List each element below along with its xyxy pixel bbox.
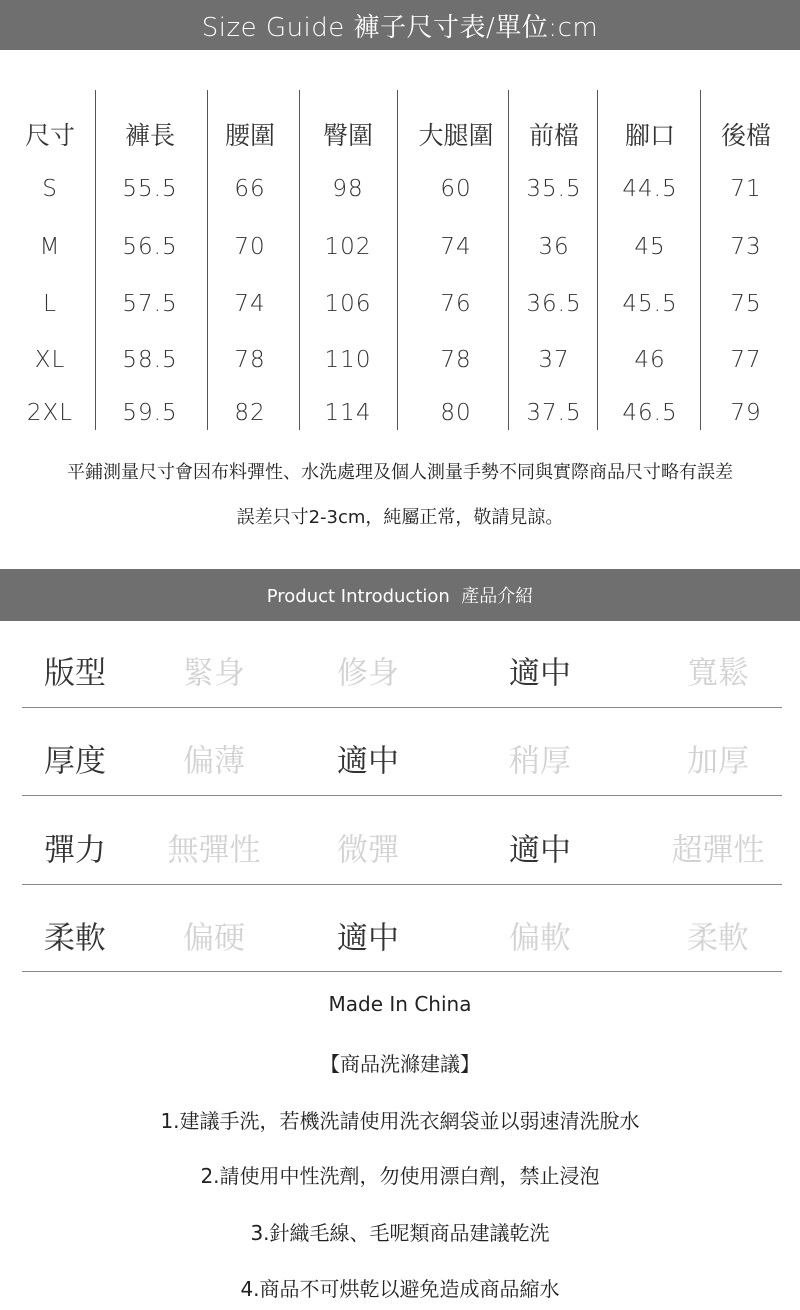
table-column-divider: [299, 90, 300, 430]
table-header-cell: 後檔: [720, 121, 772, 150]
table-cell: 37: [538, 347, 570, 373]
product-intro-title: Product Introduction 產品介紹: [266, 586, 534, 607]
care-item-4: 4.商品不可烘乾以避免造成商品縮水: [240, 1277, 560, 1301]
attribute-option-selected: 適中: [509, 832, 571, 869]
table-cell: 36: [538, 234, 570, 260]
table-cell: 59.5: [122, 400, 178, 426]
table-header-cell: 臀圍: [322, 121, 374, 150]
table-cell: 57.5: [122, 291, 178, 317]
table-cell: 66: [234, 176, 266, 202]
size-note-line1: 平鋪測量尺寸會因布料彈性、水洗處理及個人測量手勢不同與實際商品尺寸略有誤差: [67, 462, 733, 483]
attribute-row: [0, 891, 800, 979]
table-column-divider: [95, 90, 96, 430]
attribute-divider: [22, 707, 782, 708]
attribute-option: 緊身: [183, 655, 245, 692]
attribute-option-selected: 適中: [337, 743, 399, 780]
attribute-row: [0, 803, 800, 891]
table-cell: 45.5: [622, 291, 678, 317]
table-cell: 79: [730, 400, 762, 426]
table-header-cell: 尺寸: [24, 121, 76, 150]
attribute-option: 修身: [337, 655, 399, 692]
table-cell: 55.5: [122, 176, 178, 202]
table-header-cell: 大腿圍: [418, 121, 494, 150]
table-header-cell: 腰圍: [224, 121, 276, 150]
table-cell: 46.5: [622, 400, 678, 426]
attribute-option: 微彈: [337, 832, 399, 869]
size-guide-title: Size Guide 褲子尺寸表/單位:cm: [201, 12, 599, 43]
table-cell: 60: [440, 176, 472, 202]
attribute-option-selected: 適中: [337, 920, 399, 957]
product-intro-banner: [0, 569, 800, 621]
attribute-option: 加厚: [687, 743, 749, 780]
table-cell: 37.5: [526, 400, 582, 426]
size-label-cell: L: [43, 291, 57, 317]
attribute-option: 偏硬: [183, 920, 245, 957]
attribute-label: 厚度: [44, 743, 106, 780]
attribute-divider: [22, 884, 782, 885]
table-cell: 74: [234, 291, 266, 317]
table-header-cell: 褲長: [124, 121, 176, 150]
table-column-divider: [207, 90, 208, 430]
table-cell: 78: [234, 347, 266, 373]
size-label-cell: S: [42, 176, 58, 202]
table-cell: 110: [324, 347, 372, 373]
attribute-divider: [22, 795, 782, 796]
table-cell: 75: [730, 291, 762, 317]
table-cell: 35.5: [526, 176, 582, 202]
table-header-cell: 前檔: [528, 121, 580, 150]
table-cell: 74: [440, 234, 472, 260]
origin-label: Made In China: [328, 992, 472, 1016]
attribute-divider: [22, 971, 782, 972]
table-cell: 56.5: [122, 234, 178, 260]
attribute-label: 柔軟: [44, 920, 106, 957]
table-cell: 73: [730, 234, 762, 260]
attribute-option: 稍厚: [509, 743, 571, 780]
table-cell: 36.5: [526, 291, 582, 317]
attribute-option: 偏薄: [183, 743, 245, 780]
care-item-2: 2.請使用中性洗劑，勿使用漂白劑，禁止浸泡: [200, 1164, 600, 1188]
attribute-row: [0, 626, 800, 714]
attribute-option: 寬鬆: [687, 655, 749, 692]
attribute-label: 彈力: [44, 832, 106, 869]
table-cell: 76: [440, 291, 472, 317]
size-note-line2: 誤差只寸2-3cm，純屬正常，敬請見諒。: [236, 507, 564, 528]
table-cell: 77: [730, 347, 762, 373]
size-label-cell: XL: [34, 347, 66, 373]
table-column-divider: [700, 90, 701, 430]
table-cell: 106: [324, 291, 372, 317]
attribute-option: 超彈性: [671, 832, 765, 869]
attribute-option: 柔軟: [687, 920, 749, 957]
table-cell: 82: [234, 400, 266, 426]
care-item-3: 3.針織毛線、毛呢類商品建議乾洗: [250, 1221, 550, 1245]
size-label-cell: 2XL: [26, 400, 74, 426]
attribute-option: 偏軟: [509, 920, 571, 957]
care-item-1: 1.建議手洗，若機洗請使用洗衣網袋並以弱速清洗脫水: [160, 1109, 640, 1133]
table-cell: 46: [634, 347, 666, 373]
table-cell: 80: [440, 400, 472, 426]
attribute-option-selected: 適中: [509, 655, 571, 692]
table-cell: 102: [324, 234, 372, 260]
attribute-option: 無彈性: [167, 832, 261, 869]
care-title: 【商品洗滌建議】: [320, 1052, 480, 1076]
table-cell: 44.5: [622, 176, 678, 202]
table-cell: 114: [324, 400, 372, 426]
table-cell: 70: [234, 234, 266, 260]
table-column-divider: [597, 90, 598, 430]
table-column-divider: [508, 90, 509, 430]
table-cell: 71: [730, 176, 762, 202]
table-cell: 58.5: [122, 347, 178, 373]
attribute-label: 版型: [44, 655, 106, 692]
table-cell: 78: [440, 347, 472, 373]
table-cell: 45: [634, 234, 666, 260]
attribute-row: [0, 714, 800, 802]
size-guide-banner: [0, 0, 800, 50]
table-cell: 98: [332, 176, 364, 202]
table-header-cell: 腳口: [624, 121, 676, 150]
size-label-cell: M: [39, 234, 61, 260]
table-column-divider: [397, 90, 398, 430]
